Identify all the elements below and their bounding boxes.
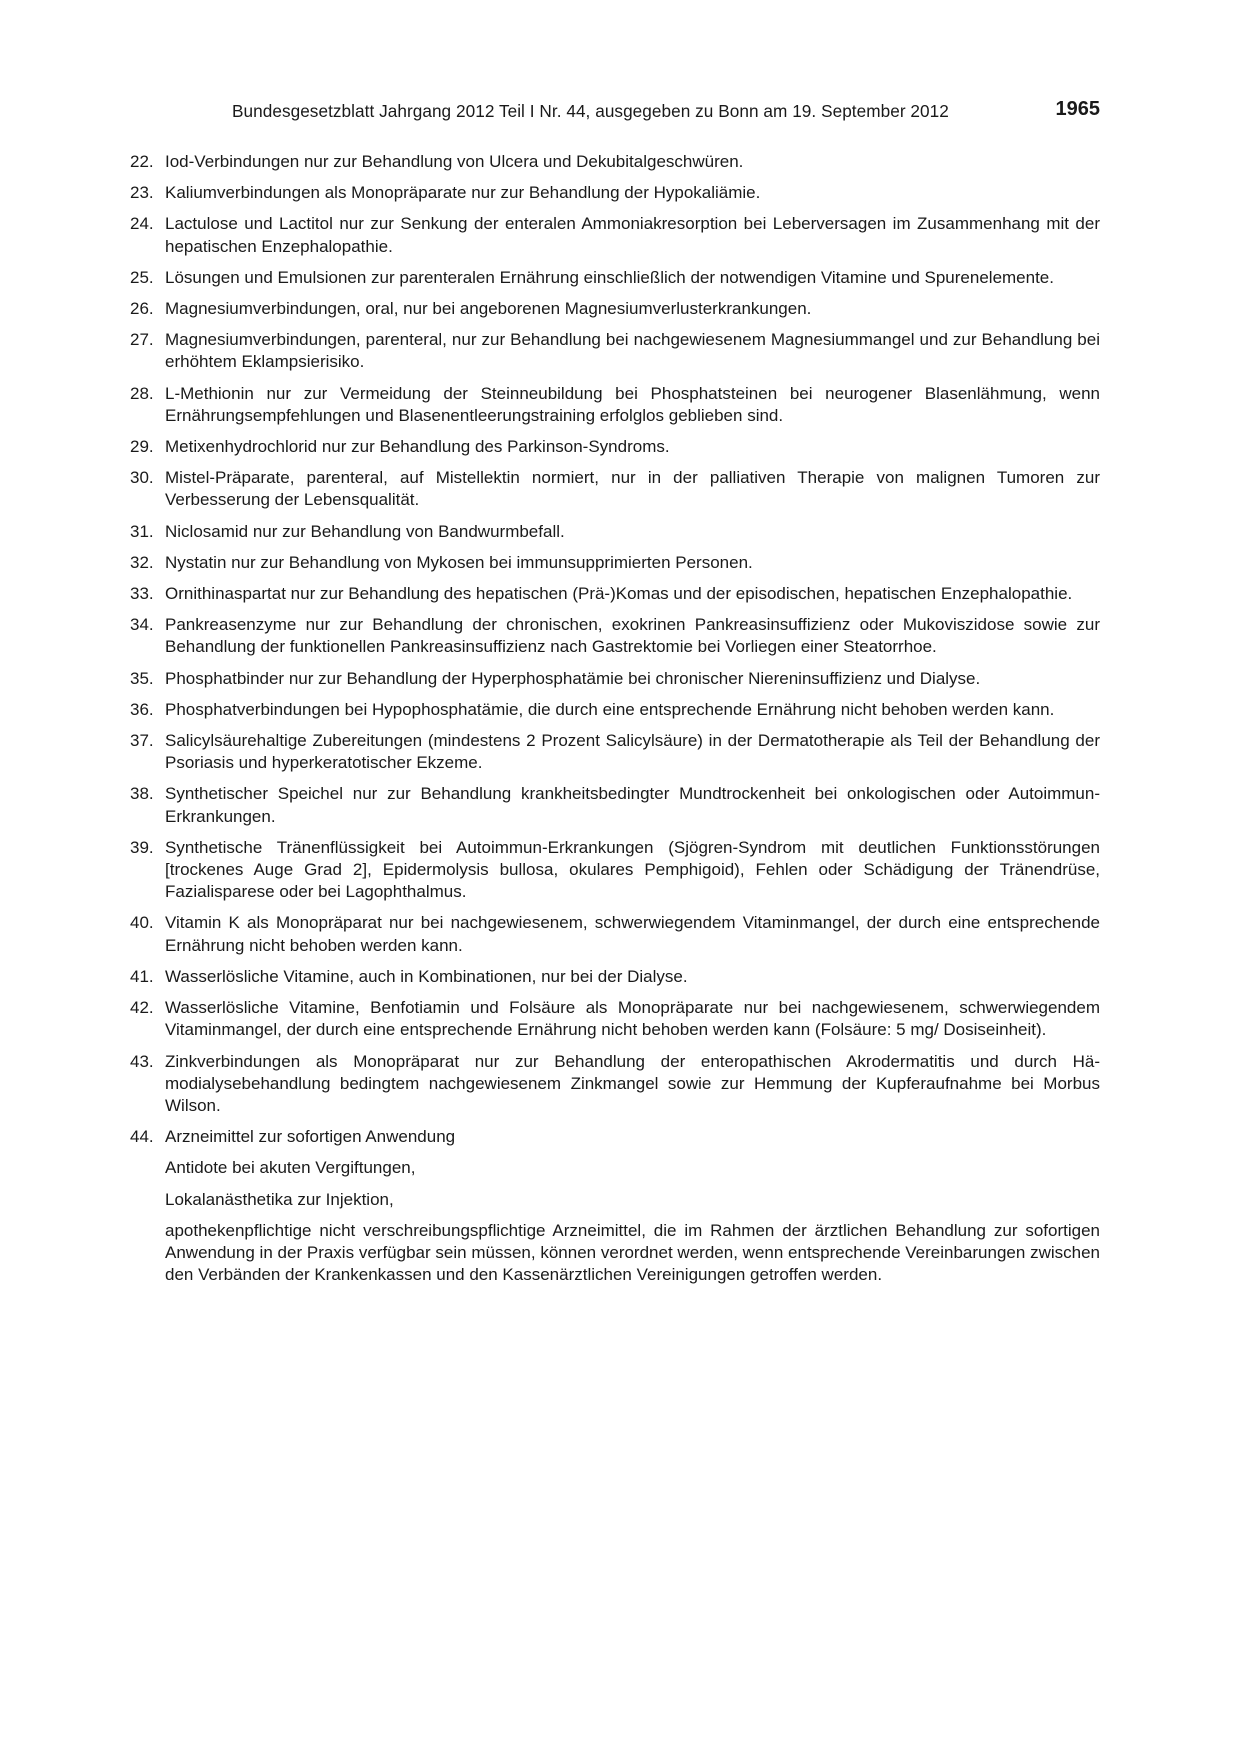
item-text: Arzneimittel zur sofortigen Anwendung bbox=[165, 1127, 456, 1147]
list-item-27 bbox=[128, 329, 1100, 373]
list-item-28 bbox=[128, 383, 1100, 427]
item-number: 37. bbox=[130, 731, 154, 751]
item-text: Magnesiumverbindungen, parenteral, nur zur Behandlung bei nachgewiesenem Magnesiummangel und zur Behandlung bei erhöhtem Eklampsierisiko. bbox=[165, 330, 1100, 372]
item-number: 30. bbox=[130, 468, 154, 488]
list-item-24 bbox=[128, 213, 1100, 257]
item-text: Nystatin nur zur Behandlung von Mykosen bei immunsupprimierten Personen. bbox=[165, 552, 753, 572]
regulation-list bbox=[128, 151, 1100, 1295]
item-number: 32. bbox=[130, 552, 154, 572]
item-text: Metixenhydrochlorid nur zur Behandlung des Parkinson-Syndroms. bbox=[165, 437, 670, 457]
item-number: 23. bbox=[130, 183, 154, 203]
item-text: Mistel-Präparate, parenteral, auf Mistellektin normiert, nur in der palliativen Therapie von malignen Tumoren zur Verbesserung der Lebensqualität. bbox=[165, 468, 1100, 510]
list-item-38 bbox=[128, 783, 1100, 827]
item-number: 33. bbox=[130, 584, 154, 604]
list-item-36 bbox=[128, 699, 1100, 721]
item-text: Phosphatbinder nur zur Behandlung der Hyperphosphatämie bei chronischer Niereninsuffizienz und Dialyse. bbox=[165, 668, 981, 688]
list-item-30 bbox=[128, 467, 1100, 511]
item-44-subparagraph: Lokalanästhetika zur Injektion, bbox=[165, 1189, 394, 1209]
page-number: 1965 bbox=[1055, 98, 1100, 120]
item-text: Wasserlösliche Vitamine, auch in Kombinationen, nur bei der Dialyse. bbox=[165, 966, 688, 986]
item-number: 29. bbox=[130, 437, 154, 457]
list-item-40 bbox=[128, 912, 1100, 956]
list-item-39 bbox=[128, 837, 1100, 904]
item-text: Phosphatverbindungen bei Hypophosphatämie, die durch eine entsprechende Ernährung nicht behoben werden kann. bbox=[165, 699, 1055, 719]
item-number: 43. bbox=[130, 1051, 154, 1071]
list-item-31 bbox=[128, 521, 1100, 543]
item-number: 39. bbox=[130, 837, 154, 857]
item-text: L-Methionin nur zur Vermeidung der Steinneubildung bei Phosphatsteinen bei neurogener Blasenlähmung, wenn Ernährungsempfehlungen und Blasenentleerungstraining erfolglos geblieben sind. bbox=[165, 383, 1100, 425]
list-item-26 bbox=[128, 298, 1100, 320]
item-text: Kaliumverbindungen als Monopräparate nur zur Behandlung der Hypokaliämie. bbox=[165, 183, 761, 203]
item-text: Pankreasenzyme nur zur Behandlung der chronischen, exokrinen Pankreasinsuffizienz oder Mukoviszidose sowie zur Behandlung der funktionellen Pankreasinsuffizienz nach Gastrektomie bei Vorliegen einer Steatorrhoe. bbox=[165, 615, 1100, 657]
header-title: Bundesgesetzblatt Jahrgang 2012 Teil I Nr. 44, ausgegeben zu Bonn am 19. September 2012 bbox=[232, 101, 949, 121]
item-text: Synthetische Tränenflüssigkeit bei Autoimmun-Erkrankungen (Sjögren-Syndrom mit deutlichen Funktionsstörungen [trockenes Auge Grad 2], Epidermolysis bullosa, okulares Pemphigoid), Fehlen oder Schädigung der Tränendrüse, Fazialisparese oder bei Lagophthalmus. bbox=[165, 837, 1100, 902]
item-44-subparagraph: Antidote bei akuten Vergiftungen, bbox=[165, 1158, 416, 1178]
list-item-25 bbox=[128, 267, 1100, 289]
item-text: Lösungen und Emulsionen zur parenteralen Ernährung einschließlich der notwendigen Vitamine und Spurenelemente. bbox=[165, 267, 1054, 287]
item-number: 22. bbox=[130, 152, 154, 171]
item-text: Vitamin K als Monopräparat nur bei nachgewiesenem, schwerwiegendem Vitaminmangel, der durch eine entsprechende Ernährung nicht behoben werden kann. bbox=[165, 913, 1100, 955]
item-number: 40. bbox=[130, 913, 154, 933]
list-item-37 bbox=[128, 730, 1100, 774]
item-text: Magnesiumverbindungen, oral, nur bei angeborenen Magnesiumverlusterkrankungen. bbox=[165, 299, 812, 319]
list-item-23 bbox=[128, 182, 1100, 204]
item-text: Zinkverbindungen als Monopräparat nur zur Behandlung der enteropathischen Akrodermatitis und durch Hämodialysebehandlung bedingtem nachgewiesenem Zinkmangel sowie zur Hemmung der Kupferaufnahme bei Morbus Wilson. bbox=[165, 1051, 1100, 1115]
list-item-34 bbox=[128, 614, 1100, 658]
item-number: 34. bbox=[130, 615, 154, 635]
item-number: 26. bbox=[130, 299, 154, 319]
list-item-35 bbox=[128, 668, 1100, 690]
list-item-32 bbox=[128, 552, 1100, 574]
item-number: 28. bbox=[130, 383, 154, 403]
item-number: 38. bbox=[130, 784, 154, 804]
item-44-subparagraph: apothekenpflichtige nicht verschreibungspflichtige Arzneimittel, die im Rahmen der ärztlichen Behandlung zur sofortigen Anwendung in der Praxis verfügbar sein müssen, können verordnet werden, wenn entsprechende Vereinbarungen zwischen den Verbänden der Krankenkassen und den Kassenärztlichen Vereinigungen getroffen werden. bbox=[165, 1220, 1100, 1285]
list-item-33 bbox=[128, 583, 1100, 605]
item-text: Wasserlösliche Vitamine, Benfotiamin und Folsäure als Monopräparate nur bei nachgewiesenem, schwerwiegendem Vitaminmangel, der durch eine entsprechende Ernährung nicht behoben werden kann (Folsäure: 5 mg/ Dosiseinheit). bbox=[165, 998, 1100, 1040]
list-item-42 bbox=[128, 997, 1100, 1041]
list-item-29 bbox=[128, 436, 1100, 458]
page-header bbox=[232, 98, 1100, 126]
list-item-43 bbox=[128, 1051, 1100, 1118]
item-text: Niclosamid nur zur Behandlung von Bandwurmbefall. bbox=[165, 521, 565, 541]
item-number: 36. bbox=[130, 699, 154, 719]
item-number: 25. bbox=[130, 267, 154, 287]
item-number: 27. bbox=[130, 330, 154, 350]
item-number: 31. bbox=[130, 521, 154, 541]
list-item-44 bbox=[128, 1126, 1100, 1148]
item-text: Lactulose und Lactitol nur zur Senkung der enteralen Ammoniakresorption bei Leberversagen im Zusammenhang mit der hepatischen Enzephalopathie. bbox=[165, 214, 1100, 256]
item-text: Synthetischer Speichel nur zur Behandlung krankheitsbedingter Mundtrockenheit bei onkologischen oder Autoimmun-Erkrankungen. bbox=[165, 784, 1100, 826]
item-text: Ornithinaspartat nur zur Behandlung des hepatischen (Prä-)Komas und der episodischen, hepatischen Enzephalopathie. bbox=[165, 584, 1073, 604]
item-number: 42. bbox=[130, 998, 154, 1018]
item-number: 35. bbox=[130, 668, 154, 688]
item-text: Iod-Verbindungen nur zur Behandlung von Ulcera und Dekubitalgeschwüren. bbox=[165, 152, 744, 171]
list-item-41 bbox=[128, 966, 1100, 988]
list-item-22 bbox=[128, 151, 1100, 173]
item-number: 41. bbox=[130, 966, 154, 986]
item-number: 24. bbox=[130, 214, 154, 234]
item-text: Salicylsäurehaltige Zubereitungen (mindestens 2 Prozent Salicylsäure) in der Dermatotherapie als Teil der Behandlung der Psoriasis und hyperkeratotischer Ekzeme. bbox=[165, 731, 1100, 773]
item-number: 44. bbox=[130, 1127, 154, 1147]
